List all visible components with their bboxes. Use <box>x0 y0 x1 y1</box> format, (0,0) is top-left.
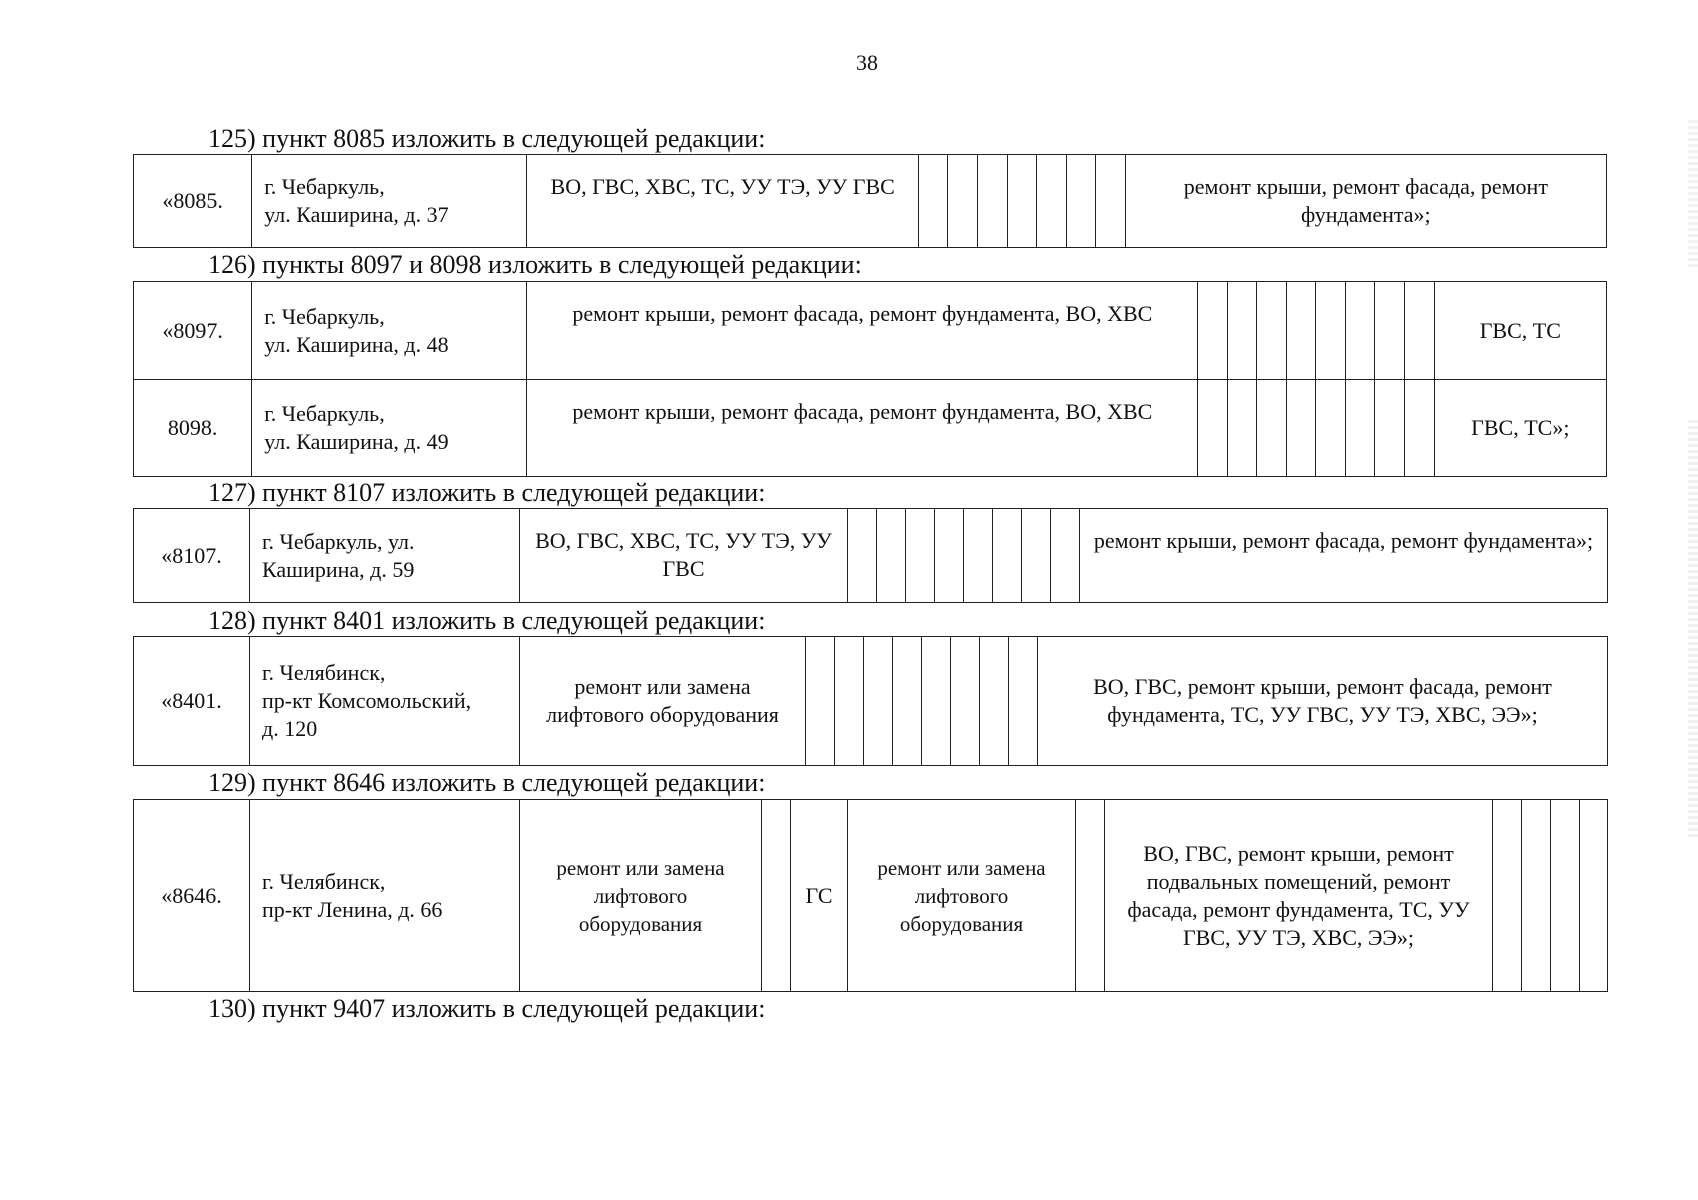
empty-cell <box>1257 282 1287 380</box>
table-8646 <box>133 799 1608 992</box>
works-cell: ремонт крыши, ремонт фасада, ремонт фундамента»; <box>1125 155 1606 248</box>
empty-cell <box>1198 282 1228 380</box>
empty-cell <box>1405 282 1435 380</box>
empty-cell <box>948 155 978 248</box>
address-line: пр-кт Комсомольский, <box>262 688 472 713</box>
empty-cell <box>877 509 906 603</box>
empty-cell <box>1198 380 1228 477</box>
empty-cell <box>835 637 864 766</box>
address-cell <box>250 637 520 766</box>
scan-artifact <box>1688 420 1698 840</box>
empty-cell <box>1375 380 1405 477</box>
works-cell: ремонт или замена лифтового оборудования <box>520 800 762 992</box>
empty-cell <box>1345 282 1375 380</box>
address-line: Каширина, д. 59 <box>262 556 415 582</box>
empty-cell <box>1375 282 1405 380</box>
empty-cell <box>1286 282 1316 380</box>
empty-cell <box>1076 800 1105 992</box>
address-line: г. Чебаркуль, ул. <box>262 528 415 554</box>
empty-cell <box>1580 800 1608 992</box>
address-line: ул. Каширина, д. 37 <box>264 202 449 227</box>
empty-cell <box>864 637 893 766</box>
item-number: «8401. <box>134 637 250 766</box>
empty-cell <box>980 637 1009 766</box>
table-row <box>134 282 1607 380</box>
section-heading-127: 127) пункт 8107 изложить в следующей редакции: <box>208 478 766 507</box>
section-heading-125: 125) пункт 8085 изложить в следующей редакции: <box>208 124 766 153</box>
address-line: г. Чебаркуль, <box>264 174 385 199</box>
item-number: «8085. <box>134 155 252 248</box>
empty-cell <box>1007 155 1037 248</box>
empty-cell <box>1522 800 1551 992</box>
address-cell <box>252 155 527 248</box>
address-cell <box>252 282 527 380</box>
empty-cell <box>951 637 980 766</box>
address-line: г. Чебаркуль, <box>264 401 385 426</box>
empty-cell <box>1037 155 1067 248</box>
empty-cell <box>964 509 993 603</box>
table-row <box>134 637 1608 766</box>
works-cell: ремонт крыши, ремонт фасада, ремонт фундамента»; <box>1080 509 1608 603</box>
address-line: г. Челябинск, <box>262 868 386 894</box>
item-number: «8646. <box>134 800 250 992</box>
address-line: ул. Каширина, д. 49 <box>264 429 449 454</box>
empty-cell <box>762 800 791 992</box>
address-cell <box>250 800 520 992</box>
empty-cell <box>1066 155 1096 248</box>
table-8107 <box>133 508 1608 603</box>
address-line: г. Челябинск, <box>262 660 386 685</box>
empty-cell <box>1551 800 1580 992</box>
section-heading-129: 129) пункт 8646 изложить в следующей редакции: <box>208 768 766 797</box>
address-line: д. 120 <box>262 716 318 741</box>
empty-cell <box>1009 637 1038 766</box>
table-row <box>134 155 1607 248</box>
table-8085 <box>133 154 1607 248</box>
works-cell: ВО, ГВС, ремонт крыши, ремонт фасада, ремонт фундамента, ТС, УУ ГВС, УУ ТЭ, ХВС, ЭЭ»; <box>1038 637 1608 766</box>
works-cell: ВО, ГВС, ремонт крыши, ремонт подвальных помещений, ремонт фасада, ремонт фундамента, ТС, УУ ГВС, УУ ТЭ, ХВС, ЭЭ»; <box>1105 800 1493 992</box>
empty-cell <box>848 509 877 603</box>
empty-cell <box>977 155 1007 248</box>
empty-cell <box>922 637 951 766</box>
address-cell <box>252 380 527 477</box>
empty-cell <box>918 155 948 248</box>
empty-cell <box>935 509 964 603</box>
works-cell: ВО, ГВС, ХВС, ТС, УУ ТЭ, УУ ГВС <box>527 155 918 248</box>
page-number: 38 <box>856 50 878 75</box>
works-cell: ГВС, ТС»; <box>1434 380 1606 477</box>
section-heading-128: 128) пункт 8401 изложить в следующей редакции: <box>208 606 766 635</box>
works-cell: ремонт или замена лифтового оборудования <box>848 800 1076 992</box>
address-cell <box>250 509 520 603</box>
empty-cell <box>993 509 1022 603</box>
empty-cell <box>1096 155 1126 248</box>
table-row <box>134 509 1608 603</box>
address-line: ул. Каширина, д. 48 <box>264 331 449 357</box>
empty-cell <box>906 509 935 603</box>
scan-artifact <box>1688 120 1698 270</box>
section-heading-126: 126) пункты 8097 и 8098 изложить в следующей редакции: <box>208 250 862 279</box>
works-cell: ремонт или замена лифтового оборудования <box>520 637 806 766</box>
works-cell: ремонт крыши, ремонт фасада, ремонт фундамента, ВО, ХВС <box>527 380 1198 477</box>
works-cell: ВО, ГВС, ХВС, ТС, УУ ТЭ, УУ ГВС <box>520 509 848 603</box>
item-number: 8098. <box>134 380 252 477</box>
empty-cell <box>1227 380 1257 477</box>
address-line: пр-кт Ленина, д. 66 <box>262 896 443 922</box>
section-heading-130: 130) пункт 9407 изложить в следующей редакции: <box>208 994 766 1023</box>
empty-cell <box>1051 509 1080 603</box>
empty-cell <box>1493 800 1522 992</box>
table-8097-8098 <box>133 281 1607 477</box>
works-cell: ремонт крыши, ремонт фасада, ремонт фундамента, ВО, ХВС <box>527 282 1198 380</box>
works-cell: ГВС, ТС <box>1434 282 1606 380</box>
gs-cell: ГС <box>791 800 848 992</box>
empty-cell <box>1227 282 1257 380</box>
item-number: «8097. <box>134 282 252 380</box>
item-number: «8107. <box>134 509 250 603</box>
empty-cell <box>1316 282 1346 380</box>
empty-cell <box>893 637 922 766</box>
empty-cell <box>1405 380 1435 477</box>
empty-cell <box>1022 509 1051 603</box>
table-8401 <box>133 636 1608 766</box>
address-line: г. Чебаркуль, <box>264 303 385 329</box>
table-row <box>134 800 1608 992</box>
empty-cell <box>1257 380 1287 477</box>
empty-cell <box>1286 380 1316 477</box>
empty-cell <box>1316 380 1346 477</box>
empty-cell <box>806 637 835 766</box>
empty-cell <box>1345 380 1375 477</box>
table-row <box>134 380 1607 477</box>
